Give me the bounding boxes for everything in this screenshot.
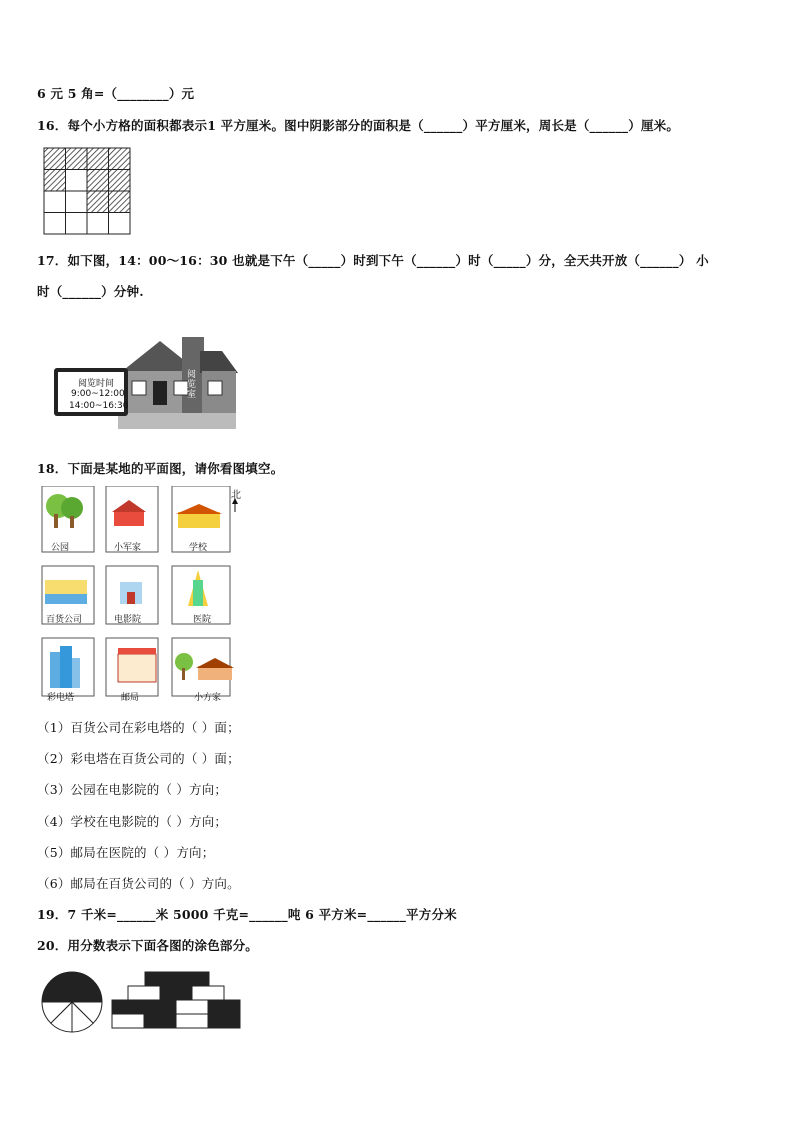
sign-time-afternoon: 14:00~16:30 — [69, 401, 129, 411]
q16-grid-figure — [43, 147, 133, 235]
question-17-line1: 17．如下图，14：00～16：30 也就是下午（_____）时到下午（______）时（_____）分，全天共开放（______） 小 — [37, 253, 709, 268]
building-label: 阅览室 — [187, 370, 197, 400]
map-label-hospital: 医院 — [193, 615, 212, 625]
q18-sub-4: （4）学校在电影院的（ ）方向； — [37, 814, 228, 829]
map-label-department-store: 百货公司 — [46, 615, 83, 625]
question-prev-line: 6 元 5 角=（________）元 — [37, 86, 195, 101]
map-grid — [40, 486, 245, 706]
sign-time-morning: 9:00~12:00 — [71, 389, 125, 399]
q18-sub-5: （5）邮局在医院的（ ）方向； — [37, 845, 215, 860]
q20-figures — [39, 970, 249, 1034]
sign-title: 阅览时间 — [78, 379, 115, 389]
map-label-school: 学校 — [189, 543, 208, 553]
map-label-post-office: 邮局 — [121, 693, 140, 703]
question-17-line2: 时（______）分钟. — [37, 284, 144, 299]
q18-sub-2: （2）彩电塔在百货公司的（ ）面； — [37, 751, 240, 766]
q18-sub-1: （1）百货公司在彩电塔的（ ）面； — [37, 720, 240, 735]
question-20-text: 20．用分数表示下面各图的涂色部分。 — [37, 938, 258, 953]
map-label-xiaojun-home: 小军家 — [114, 543, 142, 553]
question-18-text: 18．下面是某地的平面图，请你看图填空。 — [37, 461, 284, 476]
question-19-text: 19．7 千米=______米 5000 千克=______吨 6 平方米=______平方分米 — [37, 907, 457, 922]
north-indicator: 北 — [231, 490, 241, 501]
q18-sub-6: （6）邮局在百货公司的（ ）方向。 — [37, 876, 240, 891]
question-16-text: 16．每个小方格的面积都表示1 平方厘米。图中阴影部分的面积是（______）平方厘米，周长是（______）厘米。 — [37, 118, 680, 133]
map-label-cinema: 电影院 — [114, 615, 142, 625]
map-label-tv-tower: 彩电塔 — [47, 693, 75, 703]
q18-sub-3: （3）公园在电影院的（ ）方向； — [37, 782, 228, 797]
map-label-xiaofang-home: 小方家 — [194, 693, 222, 703]
map-label-park: 公园 — [51, 543, 70, 553]
